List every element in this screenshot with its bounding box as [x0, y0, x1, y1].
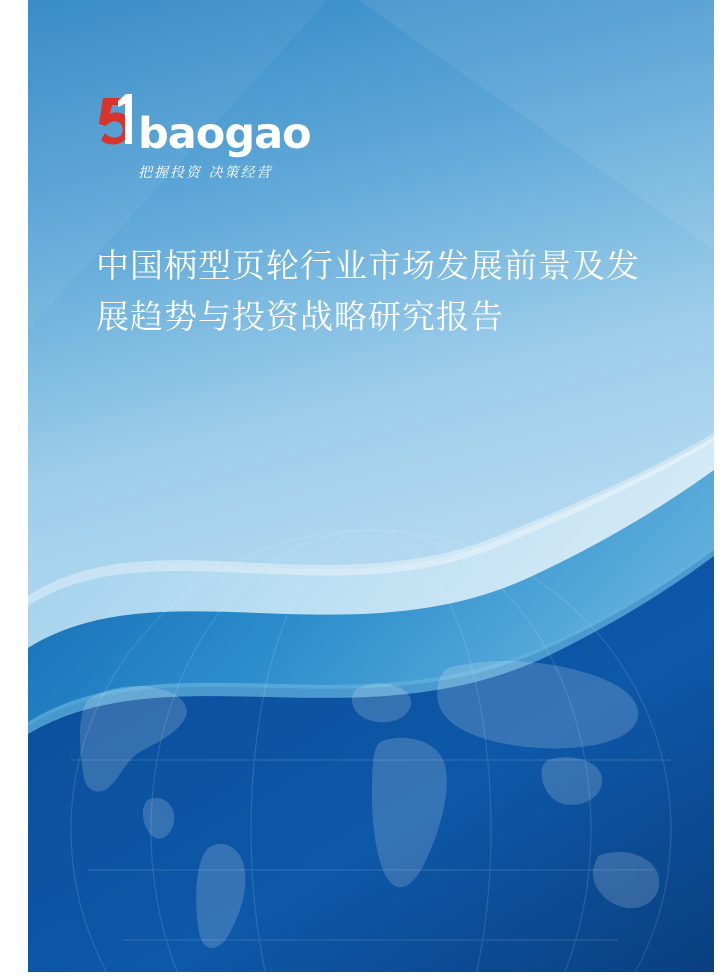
report-title: 中国柄型页轮行业市场发展前景及发展趋势与投资战略研究报告	[96, 246, 640, 337]
right-margin	[714, 0, 724, 980]
51-logo-icon	[96, 92, 136, 148]
logo-tagline: 把握投资 决策经营	[138, 165, 273, 181]
left-margin	[0, 0, 28, 980]
logo-wordmark: baogao	[138, 109, 311, 159]
logo-row	[96, 92, 311, 159]
bottom-margin	[0, 972, 724, 980]
company-logo	[96, 92, 311, 182]
